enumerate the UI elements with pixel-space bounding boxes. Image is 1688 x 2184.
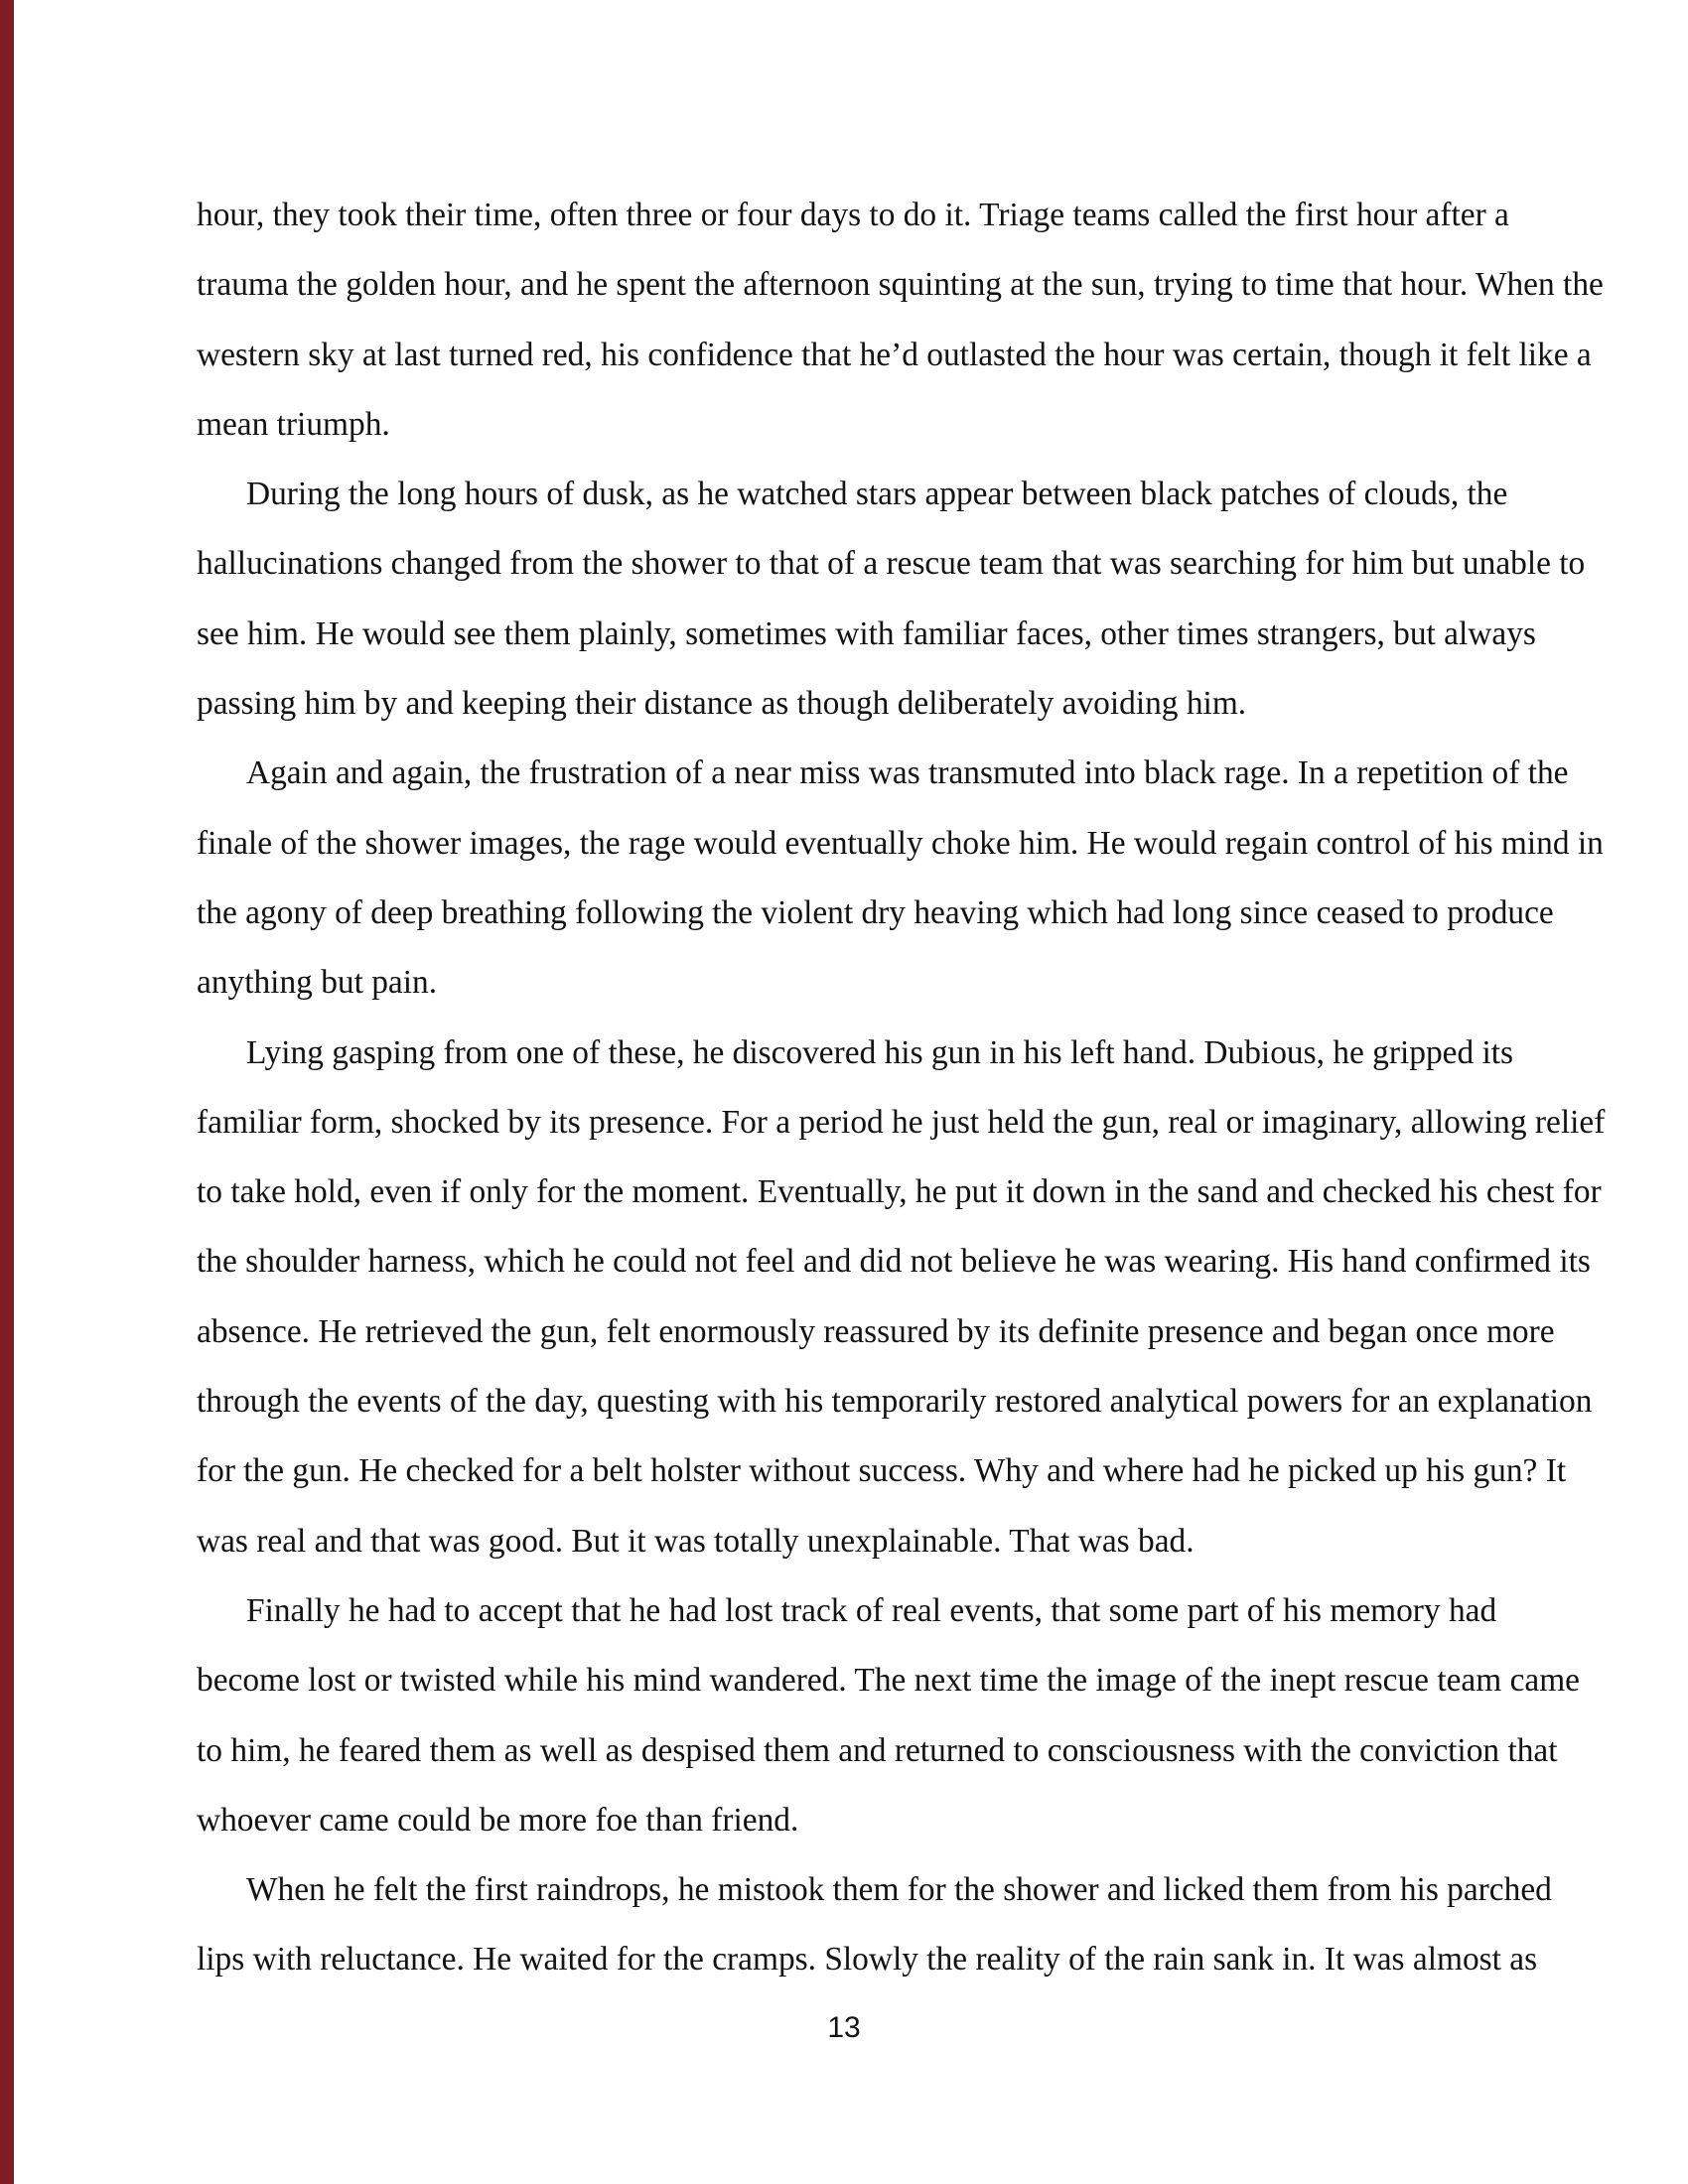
paragraph — [197, 181, 1604, 460]
page-number: 13 — [827, 2011, 861, 2044]
body-text — [197, 181, 1606, 1995]
text-line: Lying gasping from one of these, he discovered his gun in his left hand. Dubious, he gripped its — [246, 1033, 1514, 1071]
text-line: was real and that was good. But it was totally unexplainable. That was bad. — [197, 1522, 1195, 1560]
text-line: the agony of deep breathing following the violent dry heaving which had long since ceased to produce — [197, 893, 1554, 931]
text-line: through the events of the day, questing with his temporarily restored analytical powers for an explanation — [197, 1383, 1593, 1421]
text-line: the shoulder harness, which he could not feel and did not believe he was wearing. His hand confirmed its — [197, 1243, 1591, 1281]
text-line: to him, he feared them as well as despised them and returned to consciousness with the conviction that — [197, 1731, 1558, 1769]
text-line: mean triumph. — [197, 405, 390, 443]
text-line: western sky at last turned red, his confidence that he’d outlasted the hour was certain, though it felt like a — [197, 336, 1592, 373]
text-line: Finally he had to accept that he had lost track of real events, that some part of his memory had — [246, 1591, 1497, 1629]
text-line: trauma the golden hour, and he spent the afternoon squinting at the sun, trying to time that hour. When the — [197, 266, 1604, 304]
paragraph — [197, 1019, 1606, 1576]
paragraph — [197, 1576, 1580, 1855]
text-line: hour, they took their time, often three or four days to do it. Triage teams called the first hour after a — [197, 197, 1509, 233]
text-line: During the long hours of dusk, as he watched stars appear between black patches of clouds, the — [246, 476, 1508, 513]
text-line: absence. He retrieved the gun, felt enormously reassured by its definite presence and began once more — [197, 1312, 1555, 1350]
text-line: for the gun. He checked for a belt holster without success. Why and where had he picked up his gun? It — [197, 1452, 1567, 1490]
text-line: anything but pain. — [197, 964, 438, 1002]
paragraph — [197, 460, 1586, 739]
text-line: see him. He would see them plainly, sometimes with familiar faces, other times strangers, but always — [197, 614, 1536, 652]
text-line: passing him by and keeping their distance as though deliberately avoiding him. — [197, 685, 1247, 723]
text-line: Again and again, the frustration of a near miss was transmuted into black rage. In a repetition of the — [246, 754, 1569, 792]
text-line: become lost or twisted while his mind wandered. The next time the image of the inept rescue team came — [197, 1662, 1580, 1700]
text-line: hallucinations changed from the shower to that of a rescue team that was searching for him but unable to — [197, 545, 1586, 583]
text-line: whoever came could be more foe than friend. — [197, 1801, 799, 1839]
text-line: When he felt the first raindrops, he mistook them for the shower and licked them from his parched — [246, 1871, 1552, 1909]
paragraph — [197, 739, 1604, 1018]
paragraph — [197, 1855, 1552, 1995]
text-line: lips with reluctance. He waited for the cramps. Slowly the reality of the rain sank in. It was almost as — [197, 1941, 1538, 1979]
text-line: to take hold, even if only for the moment. Eventually, he put it down in the sand and checked his chest for — [197, 1173, 1602, 1211]
text-line: familiar form, shocked by its presence. For a period he just held the gun, real or imaginary, allowing relief — [197, 1103, 1606, 1141]
left-edge-strip — [0, 0, 14, 2184]
text-line: finale of the shower images, the rage would eventually choke him. He would regain control of his mind in — [197, 824, 1604, 862]
